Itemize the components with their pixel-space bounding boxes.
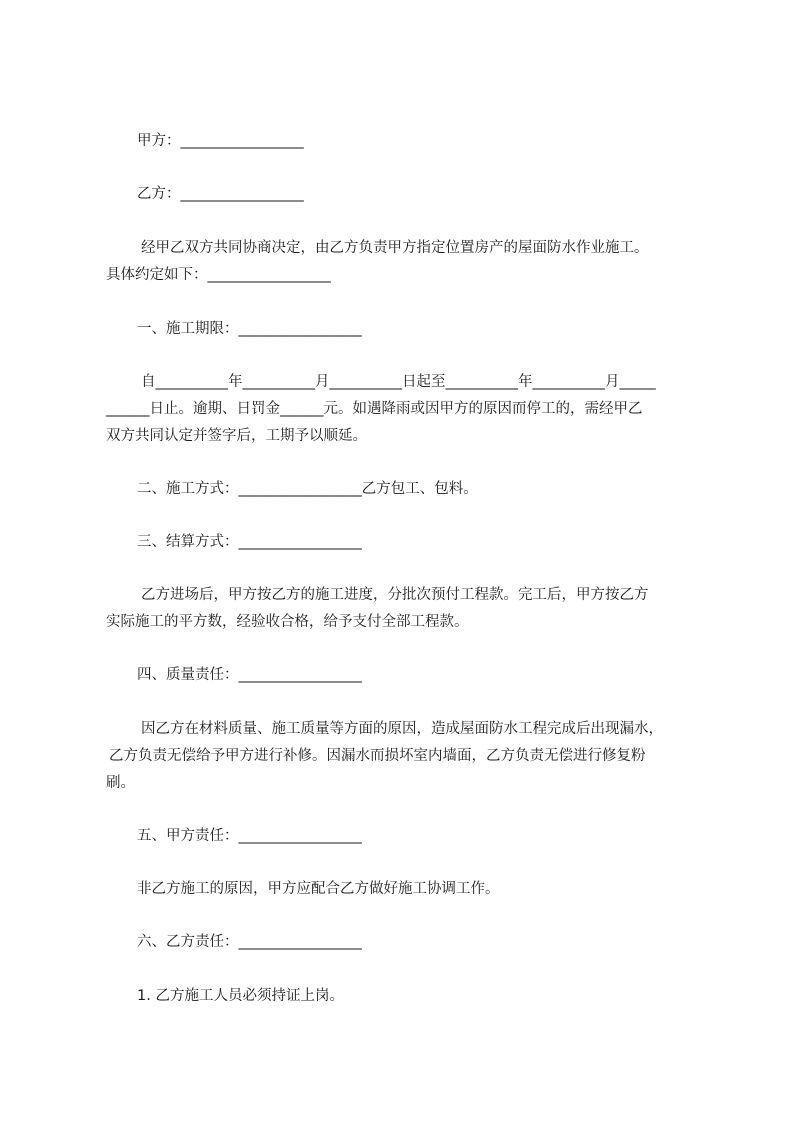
section-1-body-line-2: ______日止。逾期、日罚金______元。如遇降雨或因甲方的原因而停工的，需经甲乙 [106, 401, 643, 417]
intro-paragraph-line-1: 经甲乙双方共同协商决定，由乙方负责甲方指定位置房产的屋面防水作业施工。 [141, 240, 649, 256]
section-1-heading: 一、施工期限：_________________ [137, 321, 362, 337]
section-3-body-line-1: 乙方进场后，甲方按乙方的施工进度，分批次预付工程款。完工后，甲方按乙方 [141, 587, 649, 603]
section-1-body-line-1: 自__________年__________月__________日起至__________年__________月_____ [141, 374, 656, 390]
section-2-heading: 二、施工方式：_________________乙方包工、包料。 [137, 481, 478, 497]
section-6-heading: 六、乙方责任：_________________ [137, 934, 362, 950]
section-4-body-line-3: 刷。 [106, 775, 135, 791]
section-5-heading: 五、甲方责任：_________________ [137, 828, 362, 844]
section-4-heading: 四、质量责任：_________________ [137, 667, 362, 683]
section-5-body-line-1: 非乙方施工的原因，甲方应配合乙方做好施工协调工作。 [137, 881, 500, 897]
party-a-line: 甲方：_________________ [137, 133, 304, 149]
section-4-body-line-1: 因乙方在材料质量、施工质量等方面的原因，造成屋面防水工程完成后出现漏水， [141, 721, 663, 737]
intro-paragraph-line-2: 具体约定如下：_________________ [106, 267, 331, 283]
section-3-heading: 三、结算方式：_________________ [137, 534, 362, 550]
section-6-item-1: 1. 乙方施工人员必须持证上岗。 [137, 988, 344, 1004]
section-1-body-line-3: 双方共同认定并签字后，工期予以顺延。 [106, 428, 367, 444]
party-b-line: 乙方：_________________ [137, 186, 304, 202]
section-3-body-line-2: 实际施工的平方数，经验收合格，给予支付全部工程款。 [106, 614, 469, 630]
section-4-body-line-2: 乙方负责无偿给予甲方进行补修。因漏水而损坏室内墙面，乙方负责无偿进行修复粉 [109, 748, 646, 764]
